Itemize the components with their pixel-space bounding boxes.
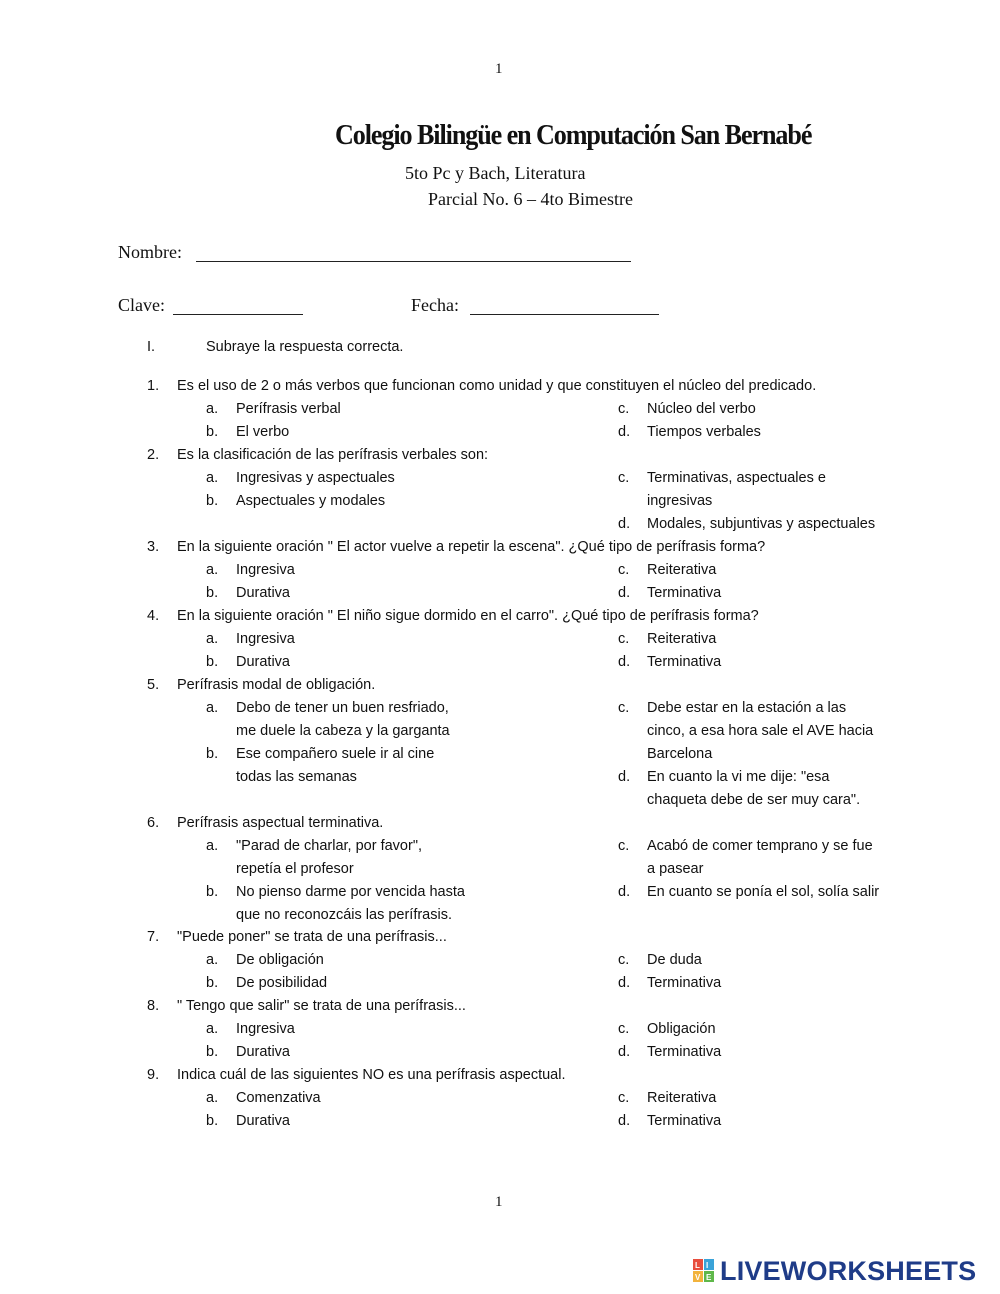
option-letter-c: c.	[618, 562, 630, 578]
section-numeral: I.	[147, 339, 156, 355]
question-text: " Tengo que salir" se trata de una perífrasis...	[177, 998, 466, 1014]
option-d-line: Terminativa	[647, 975, 722, 991]
option-d-line: Tiempos verbales	[647, 424, 761, 440]
option-letter-c: c.	[618, 838, 630, 854]
option-d-line: Terminativa	[647, 1113, 722, 1129]
option-letter-c: c.	[618, 700, 630, 716]
nombre-label: Nombre:	[118, 242, 182, 262]
option-a-line: Ingresivas y aspectuales	[236, 470, 395, 486]
option-letter-b: b.	[206, 975, 219, 991]
option-a-line: "Parad de charlar, por favor",	[236, 838, 423, 854]
exam-line: Parcial No. 6 – 4to Bimestre	[428, 189, 633, 209]
question-text: Es el uso de 2 o más verbos que funcionan como unidad y que constituyen el núcleo del predicado.	[177, 378, 817, 394]
option-letter-b: b.	[206, 1044, 219, 1060]
option-letter-d: d.	[618, 654, 631, 670]
option-letter-d: d.	[618, 1044, 631, 1060]
option-d-line: En cuanto se ponía el sol, solía salir	[647, 884, 880, 900]
option-c-line: Reiterativa	[647, 631, 717, 647]
option-b-line: De posibilidad	[236, 975, 328, 991]
clave-field[interactable]	[173, 314, 303, 315]
option-c-line: Terminativas, aspectuales e	[647, 470, 826, 486]
option-c-line: Reiterativa	[647, 562, 717, 578]
option-c-line: Reiterativa	[647, 1090, 717, 1106]
option-letter-d: d.	[618, 585, 631, 601]
option-letter-d: d.	[618, 516, 631, 532]
option-b-line: Durativa	[236, 1044, 290, 1060]
option-letter-b: b.	[206, 585, 219, 601]
option-b-line: El verbo	[236, 424, 290, 440]
option-b-line: Durativa	[236, 1113, 290, 1129]
option-d-line: Terminativa	[647, 585, 722, 601]
section-instruction: Subraye la respuesta correcta.	[206, 339, 404, 355]
option-letter-b: b.	[206, 493, 219, 509]
option-c-line: Acabó de comer temprano y se fue	[647, 838, 873, 854]
option-a-line: De obligación	[236, 952, 324, 968]
logo-blocks-icon	[692, 1258, 716, 1284]
logo-letter: V	[695, 1273, 701, 1282]
option-b-line: No pienso darme por vencida hasta	[236, 884, 465, 900]
question-number: 7.	[147, 929, 160, 945]
option-a-line: repetía el profesor	[236, 861, 354, 877]
question-text: Perífrasis modal de obligación.	[177, 677, 376, 693]
option-b-line: Ese compañero suele ir al cine	[236, 746, 435, 762]
option-c-line: a pasear	[647, 861, 704, 877]
option-b-line: Aspectuales y modales	[236, 493, 386, 509]
logo-letter: L	[695, 1261, 700, 1270]
course-line: 5to Pc y Bach, Literatura	[405, 163, 586, 183]
option-letter-b: b.	[206, 1113, 219, 1129]
option-a-line: Perífrasis verbal	[236, 401, 341, 417]
option-letter-c: c.	[618, 1090, 630, 1106]
nombre-field[interactable]	[196, 261, 631, 262]
question-text: En la siguiente oración " El actor vuelve a repetir la escena". ¿Qué tipo de perífrasis forma?	[177, 539, 766, 555]
question-number: 8.	[147, 998, 160, 1014]
question-number: 1.	[147, 378, 160, 394]
question-text: Perífrasis aspectual terminativa.	[177, 815, 384, 831]
option-c-line: Barcelona	[647, 746, 713, 762]
question-number: 4.	[147, 608, 160, 624]
question-text: "Puede poner" se trata de una perífrasis...	[177, 929, 447, 945]
option-letter-a: a.	[206, 952, 219, 968]
option-letter-c: c.	[618, 952, 630, 968]
option-c-line: cinco, a esa hora sale el AVE hacia	[647, 723, 874, 739]
option-a-line: Debo de tener un buen resfriado,	[236, 700, 449, 716]
clave-label: Clave:	[118, 295, 165, 315]
question-number: 6.	[147, 815, 160, 831]
question-text: Indica cuál de las siguientes NO es una perífrasis aspectual.	[177, 1067, 566, 1083]
page-number-top: 1	[495, 61, 503, 77]
logo-wordmark: LIVEWORKSHEETS	[720, 1256, 977, 1286]
option-letter-a: a.	[206, 1021, 219, 1037]
option-a-line: Ingresiva	[236, 1021, 295, 1037]
fecha-field[interactable]	[470, 314, 659, 315]
question-number: 2.	[147, 447, 160, 463]
option-letter-d: d.	[618, 424, 631, 440]
option-letter-d: d.	[618, 1113, 631, 1129]
option-letter-a: a.	[206, 838, 219, 854]
option-letter-a: a.	[206, 562, 219, 578]
option-d-line: Terminativa	[647, 654, 722, 670]
option-b-line: que no reconozcáis las perífrasis.	[236, 907, 452, 923]
option-letter-a: a.	[206, 631, 219, 647]
option-b-line: Durativa	[236, 654, 290, 670]
fecha-label: Fecha:	[411, 295, 459, 315]
option-a-line: Ingresiva	[236, 562, 295, 578]
option-letter-b: b.	[206, 746, 219, 762]
logo-letter: E	[706, 1273, 712, 1282]
school-title: Colegio Bilingüe en Computación San Bernabé	[335, 119, 812, 151]
question-text: En la siguiente oración " El niño sigue dormido en el carro". ¿Qué tipo de perífrasis forma?	[177, 608, 759, 624]
option-b-line: todas las semanas	[236, 769, 357, 785]
logo-letter: I	[706, 1261, 709, 1270]
option-letter-d: d.	[618, 769, 631, 785]
option-c-line: Obligación	[647, 1021, 716, 1037]
option-letter-a: a.	[206, 470, 219, 486]
option-b-line: Durativa	[236, 585, 290, 601]
question-text: Es la clasificación de las perífrasis verbales son:	[177, 447, 489, 463]
option-c-line: De duda	[647, 952, 702, 968]
option-letter-c: c.	[618, 470, 630, 486]
option-letter-a: a.	[206, 401, 219, 417]
option-a-line: Comenzativa	[236, 1090, 321, 1106]
option-a-line: me duele la cabeza y la garganta	[236, 723, 450, 739]
option-letter-a: a.	[206, 700, 219, 716]
option-letter-c: c.	[618, 1021, 630, 1037]
question-number: 3.	[147, 539, 160, 555]
option-c-line: ingresivas	[647, 493, 713, 509]
option-letter-a: a.	[206, 1090, 219, 1106]
option-letter-b: b.	[206, 424, 219, 440]
option-a-line: Ingresiva	[236, 631, 295, 647]
page-number-bottom: 1	[495, 1194, 503, 1210]
option-d-line: En cuanto la vi me dije: "esa	[647, 769, 830, 785]
option-letter-c: c.	[618, 401, 630, 417]
question-number: 9.	[147, 1067, 160, 1083]
liveworksheets-logo	[692, 1256, 992, 1286]
option-letter-b: b.	[206, 654, 219, 670]
option-c-line: Debe estar en la estación a las	[647, 700, 847, 716]
option-c-line: Núcleo del verbo	[647, 401, 756, 417]
option-d-line: chaqueta debe de ser muy cara".	[647, 792, 861, 808]
option-letter-c: c.	[618, 631, 630, 647]
option-letter-d: d.	[618, 884, 631, 900]
option-d-line: Modales, subjuntivas y aspectuales	[647, 516, 876, 532]
option-letter-d: d.	[618, 975, 631, 991]
option-d-line: Terminativa	[647, 1044, 722, 1060]
question-number: 5.	[147, 677, 160, 693]
option-letter-b: b.	[206, 884, 219, 900]
